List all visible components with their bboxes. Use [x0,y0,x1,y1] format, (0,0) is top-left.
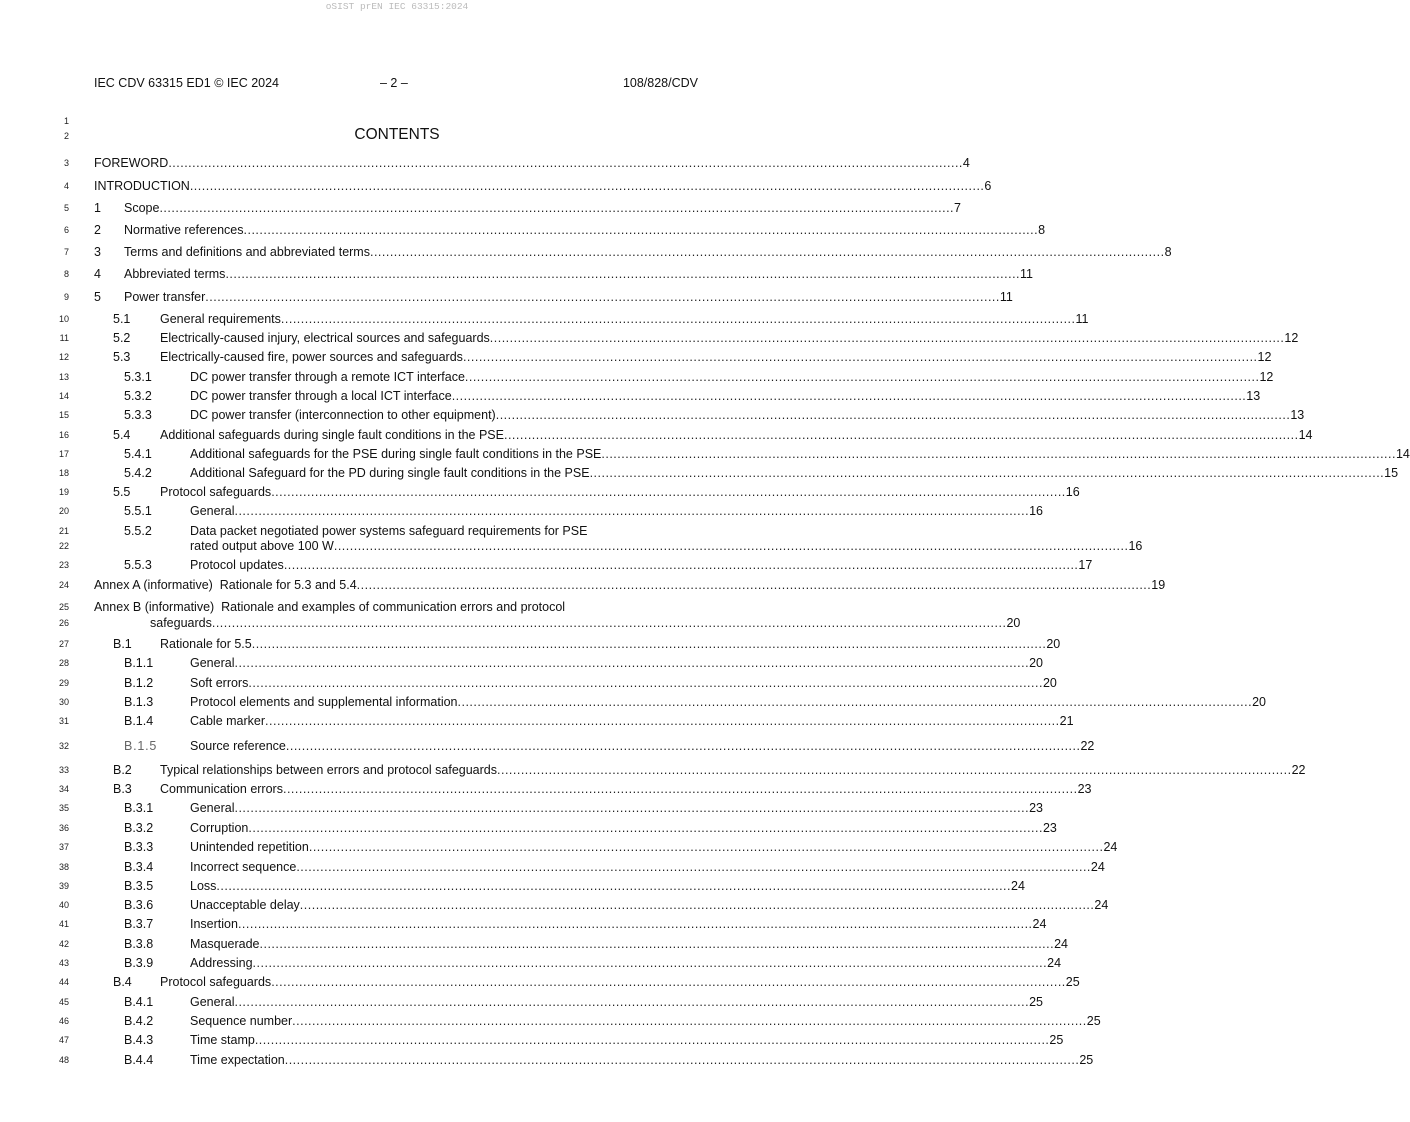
dot-leader: ........................................................................................................................................................................................................ [234,656,1030,670]
toc-entry-title: FOREWORD [94,156,169,170]
dot-leader: ........................................................................................................................................................................................................ [282,782,1078,796]
toc-entry-title: Time stamp [190,1033,255,1047]
toc-page-number: 25 [1086,1014,1101,1028]
toc-entry-number: B.1.2 [124,676,154,690]
toc-entry-title: Protocol safeguards [160,485,272,499]
dot-leader: ........................................................................................................................................................................................................ [495,408,1291,422]
line-number: 40 [58,900,69,910]
dot-leader: ........................................................................................................................................................................................................ [280,312,1076,326]
toc-page-number: 15 [1384,466,1399,480]
page-title: CONTENTS [354,126,440,143]
toc-entry[interactable] [190,466,1399,482]
toc-entry-title: Communication errors [160,782,283,796]
toc-page-number: 25 [1079,1053,1094,1067]
toc-entry[interactable] [190,389,1261,405]
dot-leader: ........................................................................................................................................................................................................ [356,578,1152,592]
toc-entry-title: Protocol safeguards [160,975,272,989]
toc-page-number: 11 [999,290,1013,304]
toc-page-number: 6 [984,179,992,193]
line-number: 43 [58,958,69,968]
toc-entry[interactable] [160,975,1080,991]
line-number: 18 [58,468,69,478]
toc-entry-number: 5.5.1 [124,504,152,518]
toc-entry-number: 5.1 [113,312,131,326]
toc-entry-title: Normative references [124,223,244,237]
toc-entry[interactable] [190,879,1025,895]
toc-page-number: 11 [1075,312,1089,326]
line-number: 28 [58,658,69,668]
toc-entry[interactable] [160,782,1092,798]
toc-entry-title: Electrically-caused injury, electrical sources and safeguards [160,331,490,345]
header-document-id: IEC CDV 63315 ED1 © IEC 2024 [94,76,279,90]
line-number: 26 [58,618,69,628]
toc-entry-title: General [190,656,235,670]
dot-leader: ........................................................................................................................................................................................................ [248,676,1043,690]
toc-entry-title: DC power transfer through a remote ICT interface [190,370,465,384]
toc-page-number: 8 [1038,223,1046,237]
toc-entry-number: 5.3.1 [124,370,152,384]
line-number: 21 [58,526,69,536]
toc-entry-number: B.4.4 [124,1053,154,1067]
toc-entry-number: 5.4.2 [124,466,152,480]
toc-page-number: 20 [1252,695,1267,709]
toc-page-number: 24 [1011,879,1025,893]
toc-entry-number: 2 [94,223,101,237]
line-number: 9 [63,292,69,302]
toc-entry[interactable] [190,695,1267,711]
toc-entry-title: Unacceptable delay [190,898,300,912]
toc-entry-number: B.3.5 [124,879,154,893]
dot-leader: ........................................................................................................................................................................................................ [168,156,963,170]
dot-leader: ........................................................................................................................................................................................................ [254,1033,1050,1047]
toc-entry[interactable] [190,821,1057,837]
line-number: 17 [58,449,69,459]
toc-entry-title: Additional Safeguard for the PD during single fault conditions in the PSE [190,466,590,480]
toc-entry-number: B.1.3 [124,695,154,709]
toc-entry[interactable] [124,267,1034,283]
line-number: 20 [58,506,69,516]
dot-leader: ........................................................................................................................................................................................................ [205,290,1000,304]
line-number: 24 [58,580,69,590]
toc-page-number: 13 [1290,408,1305,422]
toc-entry-title: DC power transfer (interconnection to other equipment) [190,408,496,422]
toc-page-number: 17 [1078,558,1093,572]
dot-leader: ........................................................................................................................................................................................................ [292,1014,1087,1028]
toc-entry-title: Source reference [190,739,286,753]
toc-page-number: 14 [1395,447,1410,461]
dot-leader: ........................................................................................................................................................................................................ [457,695,1253,709]
line-number: 10 [58,314,69,324]
toc-entry-number: B.3.9 [124,956,154,970]
toc-entry-number: 5.4 [113,428,131,442]
toc-page-number: 13 [1246,389,1261,403]
line-number: 44 [58,977,69,987]
toc-entry-title: General [190,995,235,1009]
toc-entry-title: Scope [124,201,160,215]
dot-leader: ........................................................................................................................................................................................................ [237,917,1033,931]
line-number: 8 [63,269,69,279]
line-number: 32 [58,741,69,751]
line-number: 23 [58,560,69,570]
toc-entry-title: Addressing [190,956,253,970]
toc-entry-number: B.1.5 [124,739,158,753]
dot-leader: ........................................................................................................................................................................................................ [462,350,1258,364]
line-number: 5 [63,203,69,213]
toc-entry[interactable] [190,917,1047,933]
dot-leader: ........................................................................................................................................................................................................ [369,245,1165,259]
toc-entry-title: Additional safeguards for the PSE during single fault conditions in the PSE [190,447,602,461]
toc-entry[interactable] [190,504,1043,520]
toc-entry-number: B.4.3 [124,1033,154,1047]
dot-leader: ........................................................................................................................................................................................................ [285,739,1081,753]
line-number: 7 [63,247,69,257]
toc-entry[interactable] [94,578,1166,594]
toc-entry-title: Electrically-caused fire, power sources and safeguards [160,350,463,364]
dot-leader: ........................................................................................................................................................................................................ [283,558,1079,572]
dot-leader: ........................................................................................................................................................................................................ [234,801,1030,815]
toc-entry[interactable] [190,956,1062,972]
toc-page-number: 24 [1103,840,1118,854]
toc-page-number: 23 [1042,821,1057,835]
toc-entry-number: B.3.1 [124,801,154,815]
toc-entry-title: Time expectation [190,1053,285,1067]
toc-page-number: 21 [1059,714,1074,728]
dot-leader: ........................................................................................................................................................................................................ [265,714,1060,728]
toc-entry[interactable] [160,331,1299,347]
line-number: 25 [58,602,69,612]
toc-entry[interactable] [94,600,600,616]
toc-entry[interactable] [160,485,1080,501]
toc-entry[interactable] [190,1014,1101,1030]
toc-entry-number: 1 [94,201,101,215]
dot-leader: ........................................................................................................................................................................................................ [251,637,1047,651]
line-number: 30 [58,697,69,707]
toc-entry[interactable] [190,447,1410,463]
toc-entry[interactable] [190,558,1093,574]
toc-page-number: 22 [1291,763,1306,777]
line-number: 45 [58,997,69,1007]
line-number: 19 [58,487,69,497]
line-number: 31 [58,716,69,726]
dot-leader: ........................................................................................................................................................................................................ [252,956,1048,970]
line-number: 22 [58,541,69,551]
toc-page-number: 20 [1046,637,1061,651]
toc-entry-title: safeguards [150,616,212,630]
toc-entry-title: INTRODUCTION [94,179,190,193]
toc-entry-number: B.1.1 [124,656,154,670]
toc-page-number: 24 [1094,898,1109,912]
toc-entry-title: Soft errors [190,676,249,690]
toc-entry[interactable] [190,1033,1064,1049]
toc-entry-number: B.3.4 [124,860,154,874]
header-page-number: – 2 – [380,76,408,90]
toc-page-number: 24 [1054,937,1068,951]
toc-entry-title: rated output above 100 W [190,539,334,553]
toc-page-number: 12 [1257,350,1272,364]
toc-page-number: 24 [1047,956,1062,970]
toc-entry[interactable] [190,898,1109,914]
line-number: 27 [58,639,69,649]
toc-entry[interactable] [190,676,1057,692]
toc-entry[interactable] [190,714,1074,730]
toc-page-number: 12 [1259,370,1274,384]
toc-entry-title: Cable marker [190,714,266,728]
toc-entry[interactable] [160,428,1313,444]
toc-entry-title: Terms and definitions and abbreviated terms [124,245,370,259]
toc-entry[interactable] [190,801,1043,817]
line-number: 14 [58,391,69,401]
toc-entry[interactable] [190,937,1068,953]
line-number: 6 [63,225,69,235]
toc-entry-title: Additional safeguards during single fault conditions in the PSE [160,428,504,442]
toc-entry-number: B.3.6 [124,898,154,912]
toc-entry-number: 3 [94,245,101,259]
toc-entry-title: Sequence number [190,1014,293,1028]
dot-leader: ........................................................................................................................................................................................................ [284,1053,1080,1067]
line-number: 38 [58,862,69,872]
toc-entry[interactable] [190,539,1143,555]
dot-leader: ........................................................................................................................................................................................................ [601,447,1396,461]
toc-page-number: 25 [1049,1033,1064,1047]
toc-entry-title: Incorrect sequence [190,860,297,874]
dot-leader: ........................................................................................................................................................................................................ [248,821,1043,835]
line-number: 36 [58,823,69,833]
toc-entry[interactable] [190,524,600,540]
dot-leader: ........................................................................................................................................................................................................ [451,389,1247,403]
line-number: 15 [58,410,69,420]
watermark: oSIST prEN IEC 63315:2024 [325,1,469,12]
toc-entry[interactable] [190,860,1105,876]
toc-page-number: 8 [1164,245,1172,259]
line-number: 11 [59,333,69,343]
toc-entry[interactable] [124,223,1046,239]
dot-leader: ........................................................................................................................................................................................................ [234,995,1030,1009]
line-number: 39 [58,881,69,891]
toc-entry-number: 5.5.3 [124,558,152,572]
toc-entry[interactable] [190,840,1118,856]
toc-entry-number: B.3.3 [124,840,154,854]
dot-leader: ........................................................................................................................................................................................................ [234,504,1030,518]
toc-page-number: 16 [1128,539,1143,553]
toc-page-number: 20 [1006,616,1021,630]
toc-page-number: 19 [1151,578,1166,592]
toc-entry[interactable] [190,656,1043,672]
toc-entry-number: 5.3 [113,350,131,364]
toc-page-number: 16 [1065,485,1080,499]
line-number: 34 [58,784,69,794]
dot-leader: ........................................................................................................................................................................................................ [259,937,1055,951]
dot-leader: ........................................................................................................................................................................................................ [271,975,1066,989]
line-number: 16 [58,430,69,440]
toc-entry-number: 5.3.2 [124,389,152,403]
toc-entry[interactable] [190,408,1305,424]
header-reference: 108/828/CDV [622,76,698,90]
dot-leader: ........................................................................................................................................................................................................ [497,763,1292,777]
toc-entry-number: 5.5.2 [124,524,152,538]
dot-leader: ........................................................................................................................................................................................................ [216,879,1011,893]
toc-entry-title: Rationale for 5.5 [160,637,252,651]
dot-leader: ........................................................................................................................................................................................................ [308,840,1104,854]
dot-leader: ........................................................................................................................................................................................................ [464,370,1260,384]
toc-entry-title: Loss [190,879,217,893]
toc-entry[interactable] [160,350,1272,366]
toc-entry-title: General requirements [160,312,281,326]
line-number: 37 [58,842,69,852]
toc-page-number: 20 [1042,676,1057,690]
toc-page-number: 7 [954,201,961,215]
toc-page-number: 23 [1029,801,1043,815]
toc-entry[interactable] [150,616,1021,632]
line-number: 1 [63,116,69,126]
line-number: 12 [58,352,69,362]
line-number: 3 [63,158,69,168]
toc-entry-title: Abbreviated terms [124,267,226,281]
toc-entry-title: Insertion [190,917,238,931]
toc-entry[interactable] [124,290,1013,306]
toc-entry[interactable] [190,1053,1094,1069]
dot-leader: ........................................................................................................................................................................................................ [503,428,1299,442]
toc-entry[interactable] [124,245,1172,261]
toc-page-number: 23 [1077,782,1092,796]
line-number: 42 [58,939,69,949]
toc-entry[interactable] [124,201,961,217]
toc-page-number: 12 [1284,331,1299,345]
toc-entry[interactable] [160,763,1306,779]
toc-entry[interactable] [190,995,1043,1011]
toc-entry[interactable] [190,370,1274,386]
toc-entry-number: B.3.8 [124,937,154,951]
toc-entry-title: Annex A (informative) Rationale for 5.3 and 5.4 [94,578,357,592]
toc-page-number: 11 [1020,267,1034,281]
toc-entry-title: Corruption [190,821,249,835]
dot-leader: ........................................................................................................................................................................................................ [189,179,985,193]
toc-entry-number: B.4.1 [124,995,154,1009]
toc-entry-number: 5 [94,290,101,304]
toc-page-number: 24 [1032,917,1047,931]
line-number: 13 [58,372,69,382]
line-number: 2 [63,131,69,141]
toc-entry-title: Protocol updates [190,558,284,572]
toc-page-number: 20 [1029,656,1043,670]
toc-entry-number: B.3.2 [124,821,154,835]
dot-leader: ........................................................................................................................................................................................................ [243,223,1039,237]
toc-entry-title: General [190,504,235,518]
toc-entry[interactable] [94,156,970,172]
dot-leader: ........................................................................................................................................................................................................ [589,466,1385,480]
toc-page-number: 4 [962,156,970,170]
line-number: 35 [58,803,69,813]
toc-page-number: 24 [1090,860,1105,874]
toc-entry-number: B.3 [113,782,132,796]
line-number: 33 [58,765,69,775]
toc-page-number: 16 [1029,504,1043,518]
line-number: 48 [58,1055,69,1065]
toc-entry-title: General [190,801,235,815]
toc-entry-number: B.1.4 [124,714,154,728]
dot-leader: ........................................................................................................................................................................................................ [211,616,1007,630]
toc-entry-number: 5.2 [113,331,131,345]
line-number: 41 [58,919,69,929]
toc-entry-title: Protocol elements and supplemental information [190,695,458,709]
line-number: 4 [63,181,69,191]
toc-entry-number: B.2 [113,763,132,777]
toc-entry[interactable] [190,739,1095,755]
dot-leader: ........................................................................................................................................................................................................ [299,898,1095,912]
toc-entry-title: DC power transfer through a local ICT interface [190,389,452,403]
toc-entry[interactable] [160,637,1061,653]
toc-entry[interactable] [94,179,992,195]
toc-entry-title: Power transfer [124,290,206,304]
toc-entry-number: 5.5 [113,485,131,499]
dot-leader: ........................................................................................................................................................................................................ [159,201,955,215]
toc-entry-title: Data packet negotiated power systems safeguard requirements for PSE [190,524,588,538]
toc-entry-number: B.1 [113,637,132,651]
toc-entry-title: Typical relationships between errors and protocol safeguards [160,763,497,777]
dot-leader: ........................................................................................................................................................................................................ [225,267,1021,281]
toc-entry-number: 5.3.3 [124,408,152,422]
toc-entry-number: B.3.7 [124,917,154,931]
dot-leader: ........................................................................................................................................................................................................ [333,539,1129,553]
toc-page-number: 25 [1065,975,1080,989]
line-number: 29 [58,678,69,688]
toc-entry-title: Annex B (informative) Rationale and examples of communication errors and protocol [94,600,566,614]
dot-leader: ........................................................................................................................................................................................................ [271,485,1066,499]
toc-page-number: 14 [1298,428,1313,442]
toc-page-number: 22 [1080,739,1095,753]
dot-leader: ........................................................................................................................................................................................................ [489,331,1285,345]
toc-entry-title: Masquerade [190,937,260,951]
toc-entry-number: B.4 [113,975,132,989]
toc-entry[interactable] [160,312,1089,328]
toc-entry-title: Unintended repetition [190,840,309,854]
toc-entry-number: B.4.2 [124,1014,154,1028]
dot-leader: ........................................................................................................................................................................................................ [296,860,1091,874]
line-number: 46 [58,1016,69,1026]
line-number: 47 [58,1035,69,1045]
toc-entry-number: 5.4.1 [124,447,152,461]
toc-entry-number: 4 [94,267,101,281]
toc-page-number: 25 [1029,995,1043,1009]
